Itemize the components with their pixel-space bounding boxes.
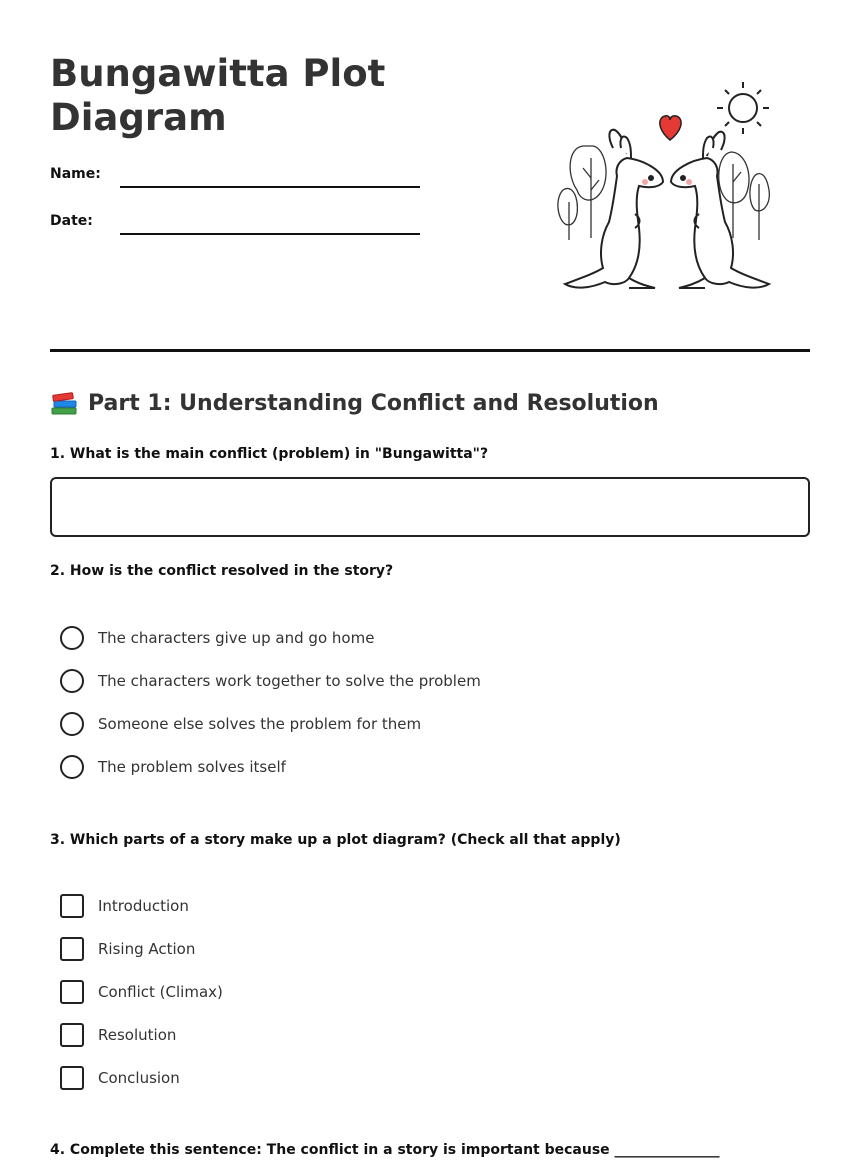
q2-option[interactable] [60, 711, 421, 737]
question-4: 4. Complete this sentence: The conflict in a story is important because _______________ [50, 1142, 720, 1158]
question-2: 2. How is the conflict resolved in the story? [50, 563, 394, 579]
checkbox[interactable] [60, 937, 84, 961]
question-1: 1. What is the main conflict (problem) in "Bungawitta"? [50, 446, 489, 462]
q3-option[interactable] [60, 936, 195, 962]
checkbox[interactable] [60, 1023, 84, 1047]
name-field-row [50, 166, 420, 182]
heart-icon [660, 116, 681, 140]
date-label: Date: [50, 213, 93, 229]
q3-option[interactable] [60, 979, 223, 1005]
checkbox[interactable] [60, 1066, 84, 1090]
radio-button[interactable] [60, 712, 84, 736]
question-3: 3. Which parts of a story make up a plot diagram? (Check all that apply) [50, 832, 621, 848]
q2-option-label: The problem solves itself [98, 758, 286, 776]
q3-option-label: Introduction [98, 897, 189, 915]
q2-option[interactable] [60, 754, 286, 780]
radio-button[interactable] [60, 626, 84, 650]
q2-option[interactable] [60, 668, 481, 694]
date-input-line[interactable] [120, 233, 420, 235]
q3-option[interactable] [60, 1065, 180, 1091]
radio-button[interactable] [60, 669, 84, 693]
checkbox[interactable] [60, 980, 84, 1004]
sun-icon [717, 82, 769, 134]
trees-left [558, 146, 606, 240]
name-input-line[interactable] [120, 186, 420, 188]
q3-option[interactable] [60, 893, 189, 919]
radio-button[interactable] [60, 755, 84, 779]
q2-option-label: Someone else solves the problem for them [98, 715, 422, 733]
date-field-row [50, 213, 420, 229]
section-divider [50, 349, 810, 352]
part1-title: Part 1: Understanding Conflict and Resolution [88, 390, 659, 416]
q3-option-label: Conclusion [98, 1069, 180, 1087]
kangaroos-heart-sun-illustration [555, 78, 780, 298]
q2-option-label: The characters work together to solve the problem [98, 672, 481, 690]
part1-heading [50, 390, 659, 416]
q3-option[interactable] [60, 1022, 176, 1048]
q2-option-label: The characters give up and go home [98, 629, 375, 647]
q3-option-label: Conflict (Climax) [98, 983, 223, 1001]
kangaroo-left-icon [565, 130, 663, 288]
name-label: Name: [50, 166, 101, 182]
page-title: Bungawitta Plot Diagram [50, 52, 386, 139]
checkbox[interactable] [60, 894, 84, 918]
q3-option-label: Resolution [98, 1026, 177, 1044]
q3-option-label: Rising Action [98, 940, 196, 958]
question-1-answer-input[interactable] [50, 477, 810, 537]
books-icon [50, 390, 78, 416]
q2-option[interactable] [60, 625, 374, 651]
